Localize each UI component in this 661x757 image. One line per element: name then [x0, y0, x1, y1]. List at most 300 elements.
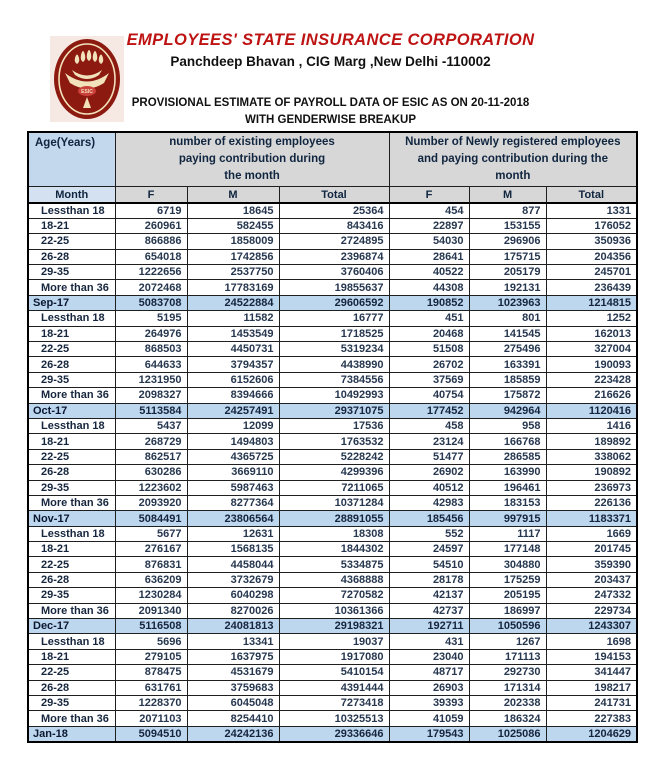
cell-value: 636209	[115, 572, 187, 587]
cell-value: 7273418	[279, 696, 389, 711]
row-label: More than 36	[28, 711, 115, 726]
cell-value: 12631	[187, 526, 279, 541]
row-label: 29-35	[28, 588, 115, 603]
cell-value: 958	[469, 418, 546, 433]
cell-value: 1231950	[115, 372, 187, 387]
age-group-row	[28, 649, 637, 664]
cell-value: 141545	[469, 326, 546, 341]
cell-value: 201745	[546, 542, 637, 557]
row-label: 26-28	[28, 680, 115, 695]
cell-value: 1023963	[469, 295, 546, 310]
cell-value: 10361366	[279, 603, 389, 618]
cell-value: 359390	[546, 557, 637, 572]
cell-value: 1223602	[115, 480, 187, 495]
cell-value: 10325513	[279, 711, 389, 726]
cell-value: 48717	[389, 665, 469, 680]
cell-value: 286585	[469, 449, 546, 464]
existing-total-header: Total	[279, 187, 389, 204]
row-label: Lessthan 18	[28, 418, 115, 433]
cell-value: 6152606	[187, 372, 279, 387]
cell-value: 630286	[115, 465, 187, 480]
cell-value: 1742856	[187, 249, 279, 264]
cell-value: 177148	[469, 542, 546, 557]
cell-value: 2091340	[115, 603, 187, 618]
cell-value: 1117	[469, 526, 546, 541]
cell-value: 175259	[469, 572, 546, 587]
cell-value: 552	[389, 526, 469, 541]
row-label: More than 36	[28, 280, 115, 295]
cell-value: 185456	[389, 511, 469, 526]
cell-value: 276167	[115, 542, 187, 557]
cell-value: 2071103	[115, 711, 187, 726]
row-label: 18-21	[28, 434, 115, 449]
cell-value: 190892	[546, 465, 637, 480]
row-label: 26-28	[28, 465, 115, 480]
row-label: 18-21	[28, 218, 115, 233]
cell-value: 190852	[389, 295, 469, 310]
cell-value: 23806564	[187, 511, 279, 526]
age-group-row	[28, 588, 637, 603]
age-group-row	[28, 465, 637, 480]
cell-value: 26903	[389, 680, 469, 695]
cell-value: 26902	[389, 465, 469, 480]
cell-value: 2098327	[115, 388, 187, 403]
cell-value: 4365725	[187, 449, 279, 464]
cell-value: 2396874	[279, 249, 389, 264]
cell-value: 877	[469, 203, 546, 218]
row-label: 29-35	[28, 696, 115, 711]
cell-value: 942964	[469, 403, 546, 418]
cell-value: 10492993	[279, 388, 389, 403]
cell-value: 204356	[546, 249, 637, 264]
org-address: Panchdeep Bhavan , CIG Marg ,New Delhi -110002	[170, 53, 491, 69]
month-column-header: Month	[28, 187, 115, 204]
cell-value: 24257491	[187, 403, 279, 418]
row-label: 22-25	[28, 557, 115, 572]
row-label: Dec-17	[28, 619, 115, 634]
cell-value: 153155	[469, 218, 546, 233]
cell-value: 205195	[469, 588, 546, 603]
cell-value: 198217	[546, 680, 637, 695]
cell-value: 5410154	[279, 665, 389, 680]
cell-value: 4438990	[279, 357, 389, 372]
existing-m-header: M	[187, 187, 279, 204]
row-label: 18-21	[28, 326, 115, 341]
age-group-row	[28, 218, 637, 233]
age-group-row	[28, 711, 637, 726]
cell-value: 23124	[389, 434, 469, 449]
cell-value: 29606592	[279, 295, 389, 310]
cell-value: 3732679	[187, 572, 279, 587]
cell-value: 2537750	[187, 265, 279, 280]
new-total-header: Total	[546, 187, 637, 204]
cell-value: 275496	[469, 342, 546, 357]
group-header-row	[28, 132, 637, 187]
row-label: 18-21	[28, 542, 115, 557]
cell-value: 5696	[115, 634, 187, 649]
cell-value: 260961	[115, 218, 187, 233]
age-group-row	[28, 434, 637, 449]
row-label: More than 36	[28, 495, 115, 510]
cell-value: 18308	[279, 526, 389, 541]
cell-value: 876831	[115, 557, 187, 572]
cell-value: 196461	[469, 480, 546, 495]
cell-value: 18645	[187, 203, 279, 218]
row-label: Lessthan 18	[28, 311, 115, 326]
cell-value: 13341	[187, 634, 279, 649]
cell-value: 6045048	[187, 696, 279, 711]
cell-value: 163391	[469, 357, 546, 372]
cell-value: 23040	[389, 649, 469, 664]
cell-value: 185859	[469, 372, 546, 387]
cell-value: 19037	[279, 634, 389, 649]
cell-value: 166768	[469, 434, 546, 449]
cell-value: 194153	[546, 649, 637, 664]
row-label: More than 36	[28, 603, 115, 618]
cell-value: 42737	[389, 603, 469, 618]
age-group-row	[28, 696, 637, 711]
cell-value: 1243307	[546, 619, 637, 634]
cell-value: 582455	[187, 218, 279, 233]
cell-value: 1025086	[469, 726, 546, 741]
cell-value: 24522884	[187, 295, 279, 310]
payroll-table	[27, 131, 638, 743]
cell-value: 4391444	[279, 680, 389, 695]
cell-value: 5677	[115, 526, 187, 541]
cell-value: 51477	[389, 449, 469, 464]
cell-value: 1228370	[115, 696, 187, 711]
cell-value: 8394666	[187, 388, 279, 403]
cell-value: 878475	[115, 665, 187, 680]
row-label: 22-25	[28, 449, 115, 464]
month-summary-row	[28, 511, 637, 526]
cell-value: 5319234	[279, 342, 389, 357]
cell-value: 1858009	[187, 234, 279, 249]
row-label: 22-25	[28, 342, 115, 357]
cell-value: 40522	[389, 265, 469, 280]
existing-f-header: F	[115, 187, 187, 204]
cell-value: 24242136	[187, 726, 279, 741]
cell-value: 10371284	[279, 495, 389, 510]
cell-value: 40754	[389, 388, 469, 403]
cell-value: 245701	[546, 265, 637, 280]
row-label: Nov-17	[28, 511, 115, 526]
row-label: 29-35	[28, 372, 115, 387]
cell-value: 29198321	[279, 619, 389, 634]
cell-value: 29371075	[279, 403, 389, 418]
cell-value: 1718525	[279, 326, 389, 341]
cell-value: 4299396	[279, 465, 389, 480]
month-summary-row	[28, 619, 637, 634]
cell-value: 868503	[115, 342, 187, 357]
row-label: 29-35	[28, 480, 115, 495]
cell-value: 236973	[546, 480, 637, 495]
cell-value: 26702	[389, 357, 469, 372]
cell-value: 40512	[389, 480, 469, 495]
age-group-row	[28, 449, 637, 464]
cell-value: 1844302	[279, 542, 389, 557]
cell-value: 268729	[115, 434, 187, 449]
cell-value: 51508	[389, 342, 469, 357]
cell-value: 171113	[469, 649, 546, 664]
cell-value: 22897	[389, 218, 469, 233]
cell-value: 1494803	[187, 434, 279, 449]
cell-value: 183153	[469, 495, 546, 510]
cell-value: 1331	[546, 203, 637, 218]
org-name: EMPLOYEES' STATE INSURANCE CORPORATION	[126, 31, 535, 49]
cell-value: 17783169	[187, 280, 279, 295]
cell-value: 3794357	[187, 357, 279, 372]
esic-logo	[50, 36, 124, 122]
cell-value: 431	[389, 634, 469, 649]
newly-registered-header: Number of Newly registered employees and paying contribution during the month	[389, 132, 637, 187]
new-f-header: F	[389, 187, 469, 204]
cell-value: 41059	[389, 711, 469, 726]
row-label: 26-28	[28, 249, 115, 264]
age-group-row	[28, 203, 637, 218]
month-summary-row	[28, 295, 637, 310]
cell-value: 1204629	[546, 726, 637, 741]
cell-value: 5195	[115, 311, 187, 326]
cell-value: 162013	[546, 326, 637, 341]
row-label: Lessthan 18	[28, 526, 115, 541]
cell-value: 241731	[546, 696, 637, 711]
age-group-row	[28, 326, 637, 341]
cell-value: 24597	[389, 542, 469, 557]
cell-value: 42983	[389, 495, 469, 510]
row-label: 26-28	[28, 357, 115, 372]
row-label: Lessthan 18	[28, 634, 115, 649]
cell-value: 223428	[546, 372, 637, 387]
cell-value: 304880	[469, 557, 546, 572]
cell-value: 175715	[469, 249, 546, 264]
cell-value: 5437	[115, 418, 187, 433]
cell-value: 1416	[546, 418, 637, 433]
cell-value: 4368888	[279, 572, 389, 587]
age-years-header: Age(Years)	[28, 132, 115, 187]
new-m-header: M	[469, 187, 546, 204]
age-group-row	[28, 234, 637, 249]
cell-value: 1267	[469, 634, 546, 649]
svg-text:ESIC: ESIC	[81, 89, 93, 95]
cell-value: 12099	[187, 418, 279, 433]
age-group-row	[28, 572, 637, 587]
cell-value: 997915	[469, 511, 546, 526]
cell-value: 1637975	[187, 649, 279, 664]
cell-value: 1230284	[115, 588, 187, 603]
cell-value: 5084491	[115, 511, 187, 526]
age-group-row	[28, 634, 637, 649]
doc-title-line2: WITH GENDERWISE BREAKUP	[244, 113, 417, 126]
esic-emblem-icon	[50, 36, 124, 122]
cell-value: 631761	[115, 680, 187, 695]
cell-value: 454	[389, 203, 469, 218]
cell-value: 1669	[546, 526, 637, 541]
cell-value: 24081813	[187, 619, 279, 634]
cell-value: 341447	[546, 665, 637, 680]
cell-value: 296906	[469, 234, 546, 249]
cell-value: 7384556	[279, 372, 389, 387]
cell-value: 11582	[187, 311, 279, 326]
cell-value: 25364	[279, 203, 389, 218]
cell-value: 1453549	[187, 326, 279, 341]
age-group-row	[28, 311, 637, 326]
row-label: 22-25	[28, 234, 115, 249]
cell-value: 1183371	[546, 511, 637, 526]
cell-value: 37569	[389, 372, 469, 387]
cell-value: 3759683	[187, 680, 279, 695]
cell-value: 205179	[469, 265, 546, 280]
cell-value: 179543	[389, 726, 469, 741]
age-group-row	[28, 357, 637, 372]
cell-value: 3760406	[279, 265, 389, 280]
cell-value: 1252	[546, 311, 637, 326]
cell-value: 6719	[115, 203, 187, 218]
cell-value: 292730	[469, 665, 546, 680]
cell-value: 8270026	[187, 603, 279, 618]
row-label: 18-21	[28, 649, 115, 664]
age-group-row	[28, 680, 637, 695]
cell-value: 843416	[279, 218, 389, 233]
cell-value: 247332	[546, 588, 637, 603]
age-group-row	[28, 603, 637, 618]
cell-value: 236439	[546, 280, 637, 295]
cell-value: 654018	[115, 249, 187, 264]
cell-value: 5987463	[187, 480, 279, 495]
age-group-row	[28, 526, 637, 541]
cell-value: 226136	[546, 495, 637, 510]
cell-value: 801	[469, 311, 546, 326]
cell-value: 177452	[389, 403, 469, 418]
cell-value: 1568135	[187, 542, 279, 557]
row-label: 26-28	[28, 572, 115, 587]
existing-employees-header: number of existing employees paying contribution during the month	[115, 132, 389, 187]
cell-value: 28891055	[279, 511, 389, 526]
cell-value: 29336646	[279, 726, 389, 741]
cell-value: 227383	[546, 711, 637, 726]
row-label: Oct-17	[28, 403, 115, 418]
cell-value: 866886	[115, 234, 187, 249]
cell-value: 3669110	[187, 465, 279, 480]
cell-value: 338062	[546, 449, 637, 464]
cell-value: 5083708	[115, 295, 187, 310]
cell-value: 163990	[469, 465, 546, 480]
age-group-row	[28, 388, 637, 403]
age-group-row	[28, 557, 637, 572]
cell-value: 16777	[279, 311, 389, 326]
cell-value: 192711	[389, 619, 469, 634]
cell-value: 1214815	[546, 295, 637, 310]
cell-value: 39393	[389, 696, 469, 711]
cell-value: 216626	[546, 388, 637, 403]
cell-value: 20468	[389, 326, 469, 341]
cell-value: 229734	[546, 603, 637, 618]
cell-value: 19855637	[279, 280, 389, 295]
cell-value: 44308	[389, 280, 469, 295]
letterhead	[0, 0, 661, 128]
cell-value: 5094510	[115, 726, 187, 741]
row-label: Jan-18	[28, 726, 115, 741]
column-header-row	[28, 187, 637, 204]
cell-value: 1698	[546, 634, 637, 649]
age-group-row	[28, 249, 637, 264]
age-group-row	[28, 280, 637, 295]
cell-value: 202338	[469, 696, 546, 711]
cell-value: 862517	[115, 449, 187, 464]
cell-value: 1222656	[115, 265, 187, 280]
month-summary-row	[28, 403, 637, 418]
cell-value: 5116508	[115, 619, 187, 634]
cell-value: 171314	[469, 680, 546, 695]
age-group-row	[28, 372, 637, 387]
row-label: More than 36	[28, 388, 115, 403]
cell-value: 5334875	[279, 557, 389, 572]
cell-value: 186997	[469, 603, 546, 618]
cell-value: 7211065	[279, 480, 389, 495]
cell-value: 175872	[469, 388, 546, 403]
cell-value: 186324	[469, 711, 546, 726]
cell-value: 4531679	[187, 665, 279, 680]
cell-value: 2093920	[115, 495, 187, 510]
cell-value: 8254410	[187, 711, 279, 726]
cell-value: 203437	[546, 572, 637, 587]
cell-value: 176052	[546, 218, 637, 233]
cell-value: 644633	[115, 357, 187, 372]
age-group-row	[28, 418, 637, 433]
cell-value: 264976	[115, 326, 187, 341]
cell-value: 1763532	[279, 434, 389, 449]
row-label: 22-25	[28, 665, 115, 680]
cell-value: 458	[389, 418, 469, 433]
cell-value: 54030	[389, 234, 469, 249]
doc-title-line1: PROVISIONAL ESTIMATE OF PAYROLL DATA OF ESIC AS ON 20-11-2018	[131, 96, 530, 109]
cell-value: 451	[389, 311, 469, 326]
age-group-row	[28, 542, 637, 557]
cell-value: 17536	[279, 418, 389, 433]
cell-value: 190093	[546, 357, 637, 372]
cell-value: 2724895	[279, 234, 389, 249]
cell-value: 327004	[546, 342, 637, 357]
cell-value: 28641	[389, 249, 469, 264]
cell-value: 5228242	[279, 449, 389, 464]
row-label: 29-35	[28, 265, 115, 280]
cell-value: 1917080	[279, 649, 389, 664]
cell-value: 279105	[115, 649, 187, 664]
cell-value: 350936	[546, 234, 637, 249]
cell-value: 28178	[389, 572, 469, 587]
row-label: Lessthan 18	[28, 203, 115, 218]
cell-value: 1050596	[469, 619, 546, 634]
age-group-row	[28, 265, 637, 280]
row-label: Sep-17	[28, 295, 115, 310]
cell-value: 54510	[389, 557, 469, 572]
cell-value: 192131	[469, 280, 546, 295]
cell-value: 8277364	[187, 495, 279, 510]
month-summary-row	[28, 726, 637, 741]
cell-value: 42137	[389, 588, 469, 603]
age-group-row	[28, 480, 637, 495]
cell-value: 189892	[546, 434, 637, 449]
cell-value: 6040298	[187, 588, 279, 603]
cell-value: 4458044	[187, 557, 279, 572]
age-group-row	[28, 495, 637, 510]
cell-value: 7270582	[279, 588, 389, 603]
cell-value: 2072468	[115, 280, 187, 295]
cell-value: 1120416	[546, 403, 637, 418]
age-group-row	[28, 342, 637, 357]
age-group-row	[28, 665, 637, 680]
cell-value: 5113584	[115, 403, 187, 418]
